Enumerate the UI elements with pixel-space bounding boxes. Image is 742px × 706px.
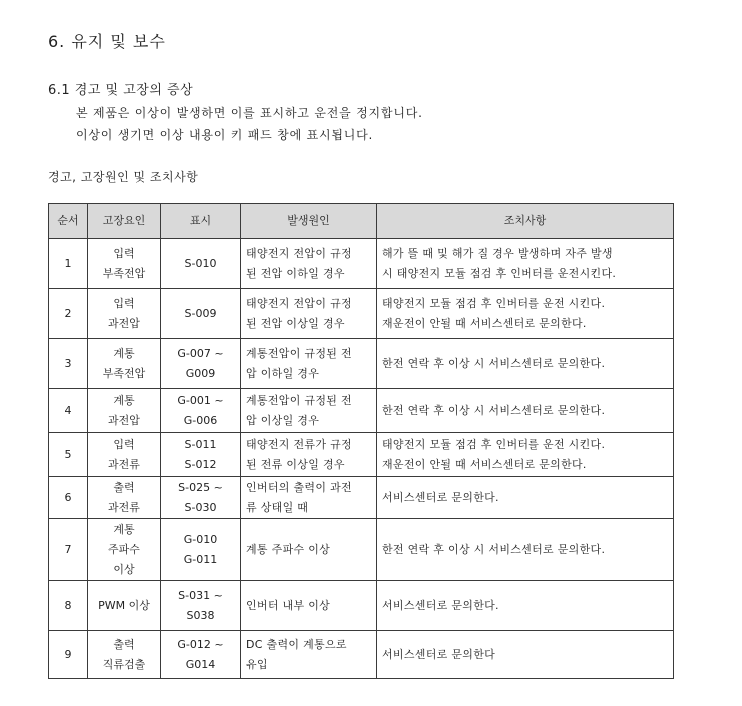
cell-code	[161, 289, 241, 339]
cell-code-line: S-010	[184, 256, 217, 270]
cell-no: 7	[49, 519, 88, 581]
cell-cause-line: 태양전지 전류가 규정	[246, 437, 352, 451]
cell-factor-line: PWM 이상	[98, 598, 150, 612]
cell-code-line: G-010	[183, 532, 218, 546]
cell-code	[161, 477, 241, 519]
cell-action	[377, 389, 674, 433]
cell-code-line: S-009	[184, 306, 217, 320]
cell-code-line: G-012 ~	[177, 637, 224, 651]
cell-no: 9	[49, 631, 88, 679]
cell-code-line: G-011	[183, 552, 218, 566]
cell-no: 3	[49, 339, 88, 389]
header-cause: 발생원인	[241, 204, 377, 239]
cell-action-line: 서비스센터로 문의한다.	[382, 490, 499, 504]
cell-action-line: 한전 연락 후 이상 시 서비스센터로 문의한다.	[382, 356, 606, 370]
section-title: 6. 유지 및 보수	[48, 32, 166, 51]
cell-cause-line: DC 출력이 계통으로	[246, 637, 347, 651]
cell-code	[161, 389, 241, 433]
table-row	[49, 477, 674, 519]
cell-factor-line: 입력	[113, 246, 135, 260]
cell-code-line: G-006	[183, 413, 218, 427]
cell-code-line: S-011	[184, 437, 217, 451]
cell-cause-line: 압 이상일 경우	[246, 413, 320, 427]
cell-no: 2	[49, 289, 88, 339]
cell-factor-line: 입력	[113, 296, 135, 310]
header-no: 순서	[49, 204, 88, 239]
table-row	[49, 631, 674, 679]
cell-action-line: 태양전지 모듈 점검 후 인버터를 운전 시킨다.	[382, 437, 606, 451]
table-row	[49, 519, 674, 581]
cell-factor	[88, 433, 161, 477]
cell-action-line: 서비스센터로 문의한다.	[382, 598, 499, 612]
cell-action	[377, 339, 674, 389]
cell-factor-line: 부족전압	[102, 366, 146, 380]
cell-code-line: G009	[185, 366, 216, 380]
cell-cause	[241, 339, 377, 389]
cell-action	[377, 477, 674, 519]
table-row	[49, 289, 674, 339]
cell-code-line: G-001 ~	[177, 393, 224, 407]
cell-code	[161, 433, 241, 477]
cell-no: 6	[49, 477, 88, 519]
cell-code-line: S-031 ~	[178, 588, 223, 602]
cell-factor-line: 주파수	[108, 542, 140, 556]
cell-code-line: G-007 ~	[177, 346, 224, 360]
cell-action-line: 한전 연락 후 이상 시 서비스센터로 문의한다.	[382, 542, 606, 556]
cell-factor	[88, 519, 161, 581]
cell-factor	[88, 289, 161, 339]
cell-factor-line: 부족전압	[102, 266, 146, 280]
cell-cause-line: 된 전압 이하일 경우	[246, 266, 345, 280]
intro-paragraph-1: 본 제품은 이상이 발생하면 이를 표시하고 운전을 정지합니다.	[76, 106, 423, 120]
cell-cause-line: 인버터 내부 이상	[246, 598, 331, 612]
cell-factor-line: 출력	[113, 637, 135, 651]
cell-code	[161, 519, 241, 581]
cell-cause-line: 압 이하일 경우	[246, 366, 320, 380]
cell-factor	[88, 339, 161, 389]
cell-factor-line: 직류검출	[102, 657, 146, 671]
cell-cause-line: 류 상태일 때	[246, 500, 309, 514]
cell-cause	[241, 289, 377, 339]
cell-factor-line: 출력	[113, 480, 135, 494]
table-row	[49, 239, 674, 289]
cell-action-line: 태양전지 모듈 점검 후 인버터를 운전 시킨다.	[382, 296, 606, 310]
cell-factor	[88, 239, 161, 289]
cell-cause-line: 태양전지 전압이 규정	[246, 296, 352, 310]
cell-action-line: 해가 뜰 때 및 해가 질 경우 발생하며 자주 발생	[382, 246, 613, 260]
cell-action	[377, 239, 674, 289]
cell-action-line: 재운전이 안될 때 서비스센터로 문의한다.	[382, 457, 587, 471]
cell-no: 8	[49, 581, 88, 631]
intro-paragraph-2: 이상이 생기면 이상 내용이 키 패드 창에 표시됩니다.	[76, 128, 374, 142]
cell-code	[161, 631, 241, 679]
cell-cause-line: 된 전압 이상일 경우	[246, 316, 345, 330]
cell-action	[377, 519, 674, 581]
cell-code-line: S038	[186, 608, 215, 622]
cell-factor	[88, 631, 161, 679]
fault-table	[48, 203, 674, 679]
cell-code	[161, 239, 241, 289]
cell-no: 4	[49, 389, 88, 433]
cell-code	[161, 581, 241, 631]
cell-cause-line: 된 전류 이상일 경우	[246, 457, 345, 471]
table-body	[49, 239, 674, 679]
cell-action-line: 서비스센터로 문의한다	[382, 647, 496, 661]
cell-factor	[88, 477, 161, 519]
cell-factor-line: 과전압	[108, 316, 140, 330]
table-row	[49, 389, 674, 433]
cell-action	[377, 581, 674, 631]
cell-code-line: S-025 ~	[178, 480, 223, 494]
cell-factor-line: 과전류	[108, 457, 140, 471]
table-row	[49, 581, 674, 631]
cell-cause-line: 인버터의 출력이 과전	[246, 480, 352, 494]
cell-code	[161, 339, 241, 389]
cell-cause-line: 유입	[246, 657, 268, 671]
cell-action-line: 재운전이 안될 때 서비스센터로 문의한다.	[382, 316, 587, 330]
cell-cause	[241, 519, 377, 581]
cell-factor-line: 계통	[113, 393, 135, 407]
cell-factor-line: 계통	[113, 346, 135, 360]
cell-action	[377, 289, 674, 339]
cell-cause	[241, 477, 377, 519]
cell-factor-line: 계통	[113, 522, 135, 536]
cell-factor-line: 과전압	[108, 413, 140, 427]
cell-action-line: 한전 연락 후 이상 시 서비스센터로 문의한다.	[382, 403, 606, 417]
table-caption: 경고, 고장원인 및 조치사항	[48, 170, 199, 184]
table-header-row	[49, 204, 674, 239]
cell-factor-line: 이상	[113, 562, 135, 576]
cell-action-line: 시 태양전지 모듈 점검 후 인버터를 운전시킨다.	[382, 266, 617, 280]
cell-code-line: G014	[185, 657, 216, 671]
cell-cause-line: 태양전지 전압이 규정	[246, 246, 352, 260]
cell-cause-line: 계통전압이 규정된 전	[246, 346, 352, 360]
cell-cause	[241, 581, 377, 631]
table-row	[49, 339, 674, 389]
cell-action	[377, 433, 674, 477]
header-code: 표시	[161, 204, 241, 239]
cell-no: 5	[49, 433, 88, 477]
cell-cause-line: 계통전압이 규정된 전	[246, 393, 352, 407]
cell-cause-line: 계통 주파수 이상	[246, 542, 331, 556]
table-row	[49, 433, 674, 477]
cell-no: 1	[49, 239, 88, 289]
header-action: 조치사항	[377, 204, 674, 239]
cell-code-line: S-030	[184, 500, 217, 514]
cell-action	[377, 631, 674, 679]
cell-factor	[88, 389, 161, 433]
cell-cause	[241, 433, 377, 477]
header-factor: 고장요인	[88, 204, 161, 239]
cell-cause	[241, 389, 377, 433]
cell-factor-line: 과전류	[108, 500, 140, 514]
cell-cause	[241, 239, 377, 289]
cell-factor	[88, 581, 161, 631]
cell-factor-line: 입력	[113, 437, 135, 451]
cell-code-line: S-012	[184, 457, 217, 471]
subsection-title: 6.1 경고 및 고장의 증상	[48, 83, 194, 98]
cell-cause	[241, 631, 377, 679]
